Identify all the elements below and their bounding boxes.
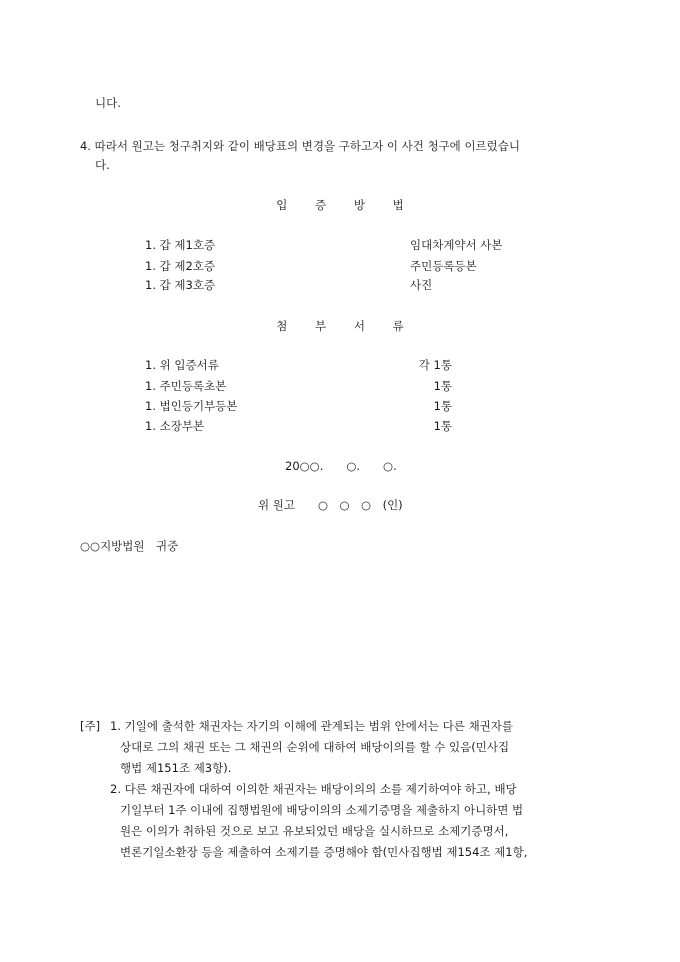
item-4-line-2: 다. xyxy=(95,158,110,172)
attachment-item-count: 1통 xyxy=(433,419,452,433)
plaintiff-signature: 위 원고 ○ ○ ○ (인) xyxy=(258,498,403,512)
note-1-line: 행법 제151조 제3항). xyxy=(120,761,232,775)
attachment-item-count: 1통 xyxy=(433,399,452,413)
evidence-item-label: 1. 갑 제1호증 xyxy=(145,238,216,252)
attachments-heading: 첨 부 서 류 xyxy=(276,319,416,333)
item-4-line-1: 4. 따라서 원고는 청구취지와 같이 배당표의 변경을 구하고자 이 사건 청구에 이르렀습니 xyxy=(80,139,520,153)
notes-marker: [주] xyxy=(80,719,101,733)
court-addressee: ○○지방법원 귀중 xyxy=(80,539,179,553)
evidence-item-desc: 주민등록등본 xyxy=(410,259,477,273)
evidence-item-desc: 사진 xyxy=(410,278,433,292)
attachment-item-label: 1. 소장부본 xyxy=(145,419,205,433)
note-2-line: 2. 다른 채권자에 대하여 이의한 채권자는 배당이의의 소를 제기하여야 하고, 배당 xyxy=(110,782,517,796)
attachment-item-label: 1. 위 입증서류 xyxy=(145,358,219,372)
note-1-line: 1. 기일에 출석한 채권자는 자기의 이해에 관계되는 범위 안에서는 다른 채권자를 xyxy=(110,719,514,733)
filing-date: 20○○. ○. ○. xyxy=(285,459,397,473)
attachment-item-count: 각 1통 xyxy=(418,358,452,372)
attachment-item-label: 1. 법인등기부등본 xyxy=(145,399,238,413)
note-2-line: 원은 이의가 취하된 것으로 보고 유보되었던 배당을 실시하므로 소제기증명서, xyxy=(120,824,509,838)
evidence-heading: 입 증 방 법 xyxy=(276,198,416,212)
continued-text: 니다. xyxy=(95,96,121,110)
attachment-item-label: 1. 주민등록초본 xyxy=(145,379,227,393)
note-1-line: 상대로 그의 채권 또는 그 채권의 순위에 대하여 배당이의를 할 수 있음(민사집 xyxy=(120,740,510,754)
evidence-item-label: 1. 갑 제3호증 xyxy=(145,278,216,292)
note-2-line: 기일부터 1주 이내에 집행법원에 배당이의의 소제기증명을 제출하지 아니하면 법 xyxy=(120,803,524,817)
evidence-item-label: 1. 갑 제2호증 xyxy=(145,259,216,273)
attachment-item-count: 1통 xyxy=(433,379,452,393)
evidence-item-desc: 임대차계약서 사본 xyxy=(410,238,503,252)
note-2-line: 변론기일소환장 등을 제출하여 소제기를 증명해야 함(민사집행법 제154조 제1항, xyxy=(120,845,528,859)
